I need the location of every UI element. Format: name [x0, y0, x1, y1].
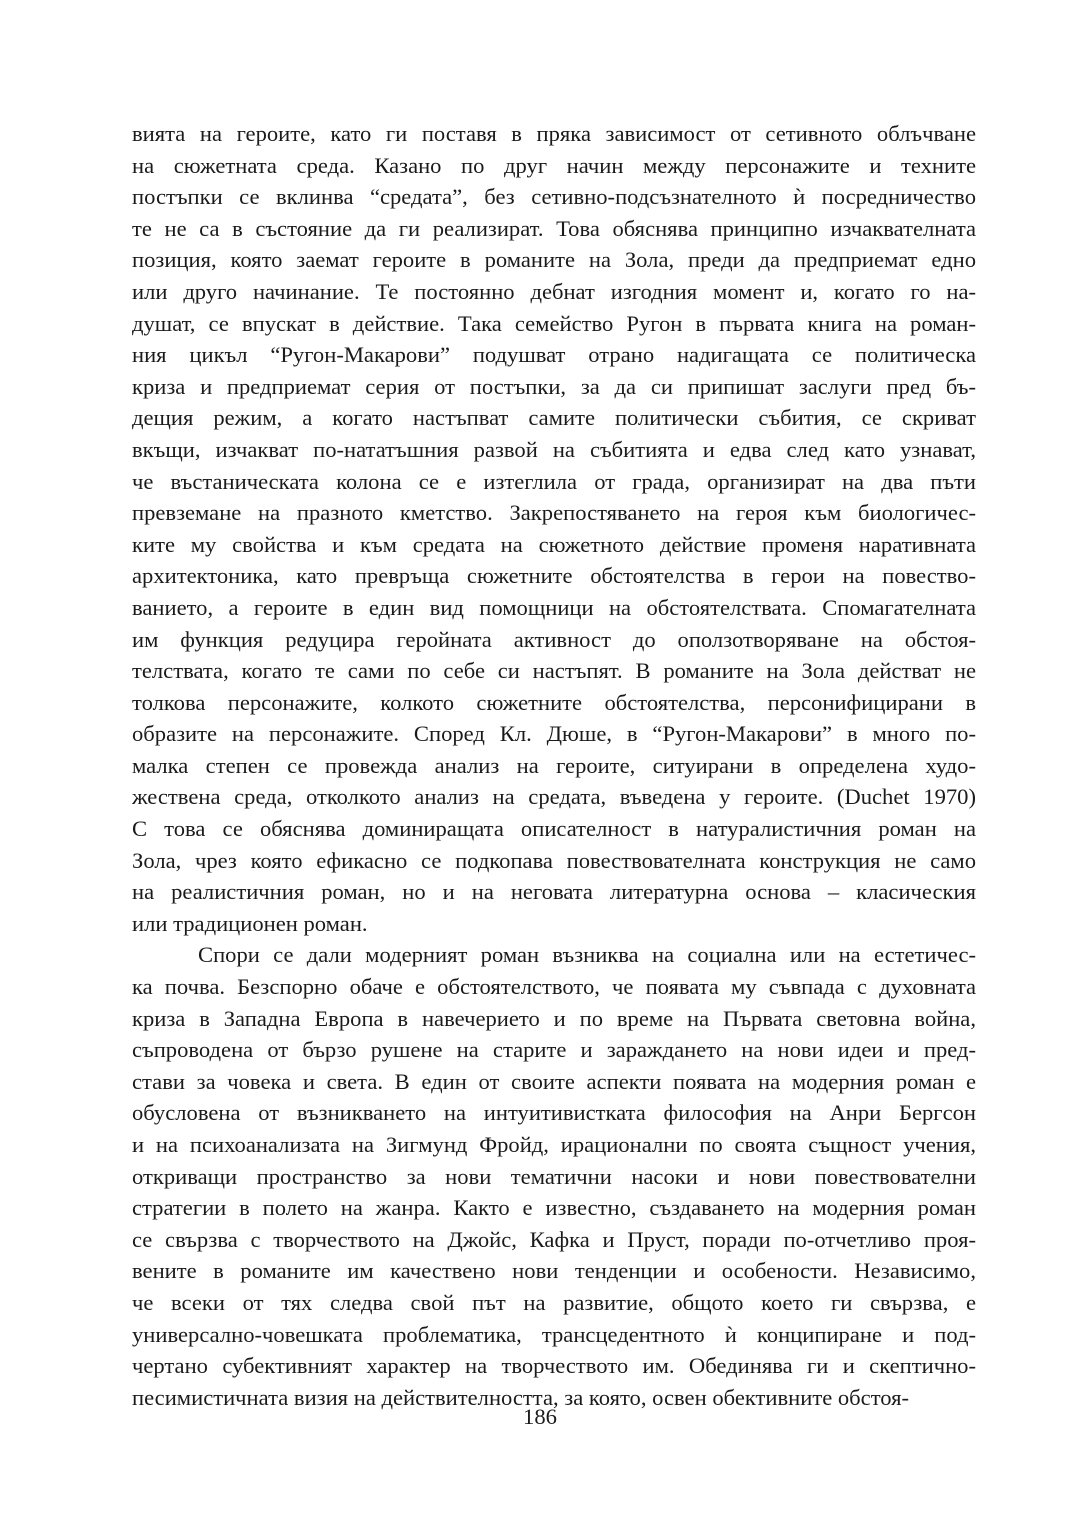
text-line: дещия режим, а когато настъпват самите политически събития, се скриват — [132, 405, 976, 431]
text-line: постъпки се вклинва “средата”, без сетивно-подсъзнателното ѝ посредничество — [132, 184, 976, 210]
text-line: Спори се дали модерният роман възниква на социална или на естетичес- — [198, 942, 976, 968]
text-line: криза в Западна Европа в навечерието и по време на Първата световна война, — [132, 1005, 976, 1031]
text-line: позиция, която заемат героите в романите на Зола, преди да предприемат едно — [132, 247, 976, 273]
text-line: малка степен се провежда анализ на героите, ситуирани в определена худо- — [132, 752, 976, 778]
text-line: ванието, а героите в един вид помощници на обстоятелствата. Спомагателната — [132, 594, 976, 620]
text-line: толкова персонажите, колкото сюжетните обстоятелства, персонифицирани в — [132, 689, 976, 715]
text-line: стави за човека и света. В един от своите аспекти появата на модерния роман е — [132, 1068, 976, 1094]
text-line: превземане на празното кметство. Закрепостяването на героя към биологичес- — [132, 500, 976, 526]
text-line: се свързва с творчеството на Джойс, Кафка и Пруст, поради по-отчетливо проя- — [132, 1226, 976, 1252]
text-line: душат, се впускат в действие. Така семейство Ругон в първата книга на роман- — [132, 310, 976, 336]
text-line: ка почва. Безспорно обаче е обстоятелството, че появата му съвпада с духовната — [132, 974, 976, 1000]
paragraph — [132, 939, 976, 1413]
text-line: ките му свойства и към средата на сюжетното действие променя наративната — [132, 531, 976, 557]
text-line: Зола, чрез която ефикасно се подкопава повествователната конструкция не само — [132, 847, 976, 873]
text-line: С това се обяснява доминиращата описателност в натуралистичния роман на — [132, 816, 976, 842]
text-line: на реалистичния роман, но и на неговата литературна основа – класическия — [132, 879, 976, 905]
body-text — [132, 118, 976, 1413]
text-line: архитектоника, като превръща сюжетните обстоятелства в герои на повество- — [132, 563, 976, 589]
text-line: и на психоанализата на Зигмунд Фройд, ирационални по своята същност учения, — [132, 1132, 976, 1157]
text-line: вкъщи, изчакват по-нататъшния развой на събитията и едва след като узнават, — [132, 436, 976, 462]
paragraph — [132, 118, 976, 939]
text-line: обусловена от възникването на интуитивистката философия на Анри Бергсон — [132, 1100, 976, 1126]
text-line: криза и предприемат серия от постъпки, за да си припишат заслуги пред бъ- — [132, 373, 976, 399]
text-line: че всеки от тях следва свой път на развитие, общото което ги свързва, е — [132, 1289, 976, 1315]
page-number: 186 — [523, 1404, 557, 1429]
text-line: откриващи пространство за нови тематични насоки и нови повествователни — [132, 1163, 976, 1189]
text-line: на сюжетната среда. Казано по друг начин между персонажите и техните — [132, 152, 976, 178]
text-line: съпроводена от бързо рушене на старите и зараждането на нови идеи и пред- — [132, 1037, 976, 1063]
text-line: ния цикъл “Ругон-Макарови” подушват отрано надигащата се политическа — [132, 342, 976, 368]
text-line: стратегии в полето на жанра. Както е известно, създаването на модерния роман — [132, 1195, 976, 1221]
text-line: песимистичната визия на действителността, за която, освен обективните обстоя- — [132, 1384, 910, 1410]
text-line: чертано субективният характер на творчеството им. Обединява ги и скептично- — [132, 1353, 976, 1379]
text-line: че въстаническата колона се е изтеглила от града, организират на два пъти — [132, 468, 976, 494]
text-line: вията на героите, като ги поставя в пряка зависимост от сетивното облъчване — [132, 121, 976, 146]
text-line: образите на персонажите. Според Кл. Дюше, в “Ругон-Макарови” в много по- — [132, 721, 976, 747]
text-line: универсално-човешката проблематика, трансцедентното ѝ конципиране и под- — [132, 1321, 976, 1347]
text-line: или друго начинание. Те постоянно дебнат изгодния момент и, когато го на- — [132, 278, 976, 304]
text-line: телствата, когато те сами по себе си настъпят. В романите на Зола действат не — [132, 658, 976, 684]
text-line: им функция редуцира геройната активност до оползотворяване на обстоя- — [132, 626, 976, 652]
text-line: или традиционен роман. — [132, 910, 368, 936]
text-line: те не са в състояние да ги реализират. Това обяснява принципно изчаквателната — [132, 215, 976, 241]
text-line: жествена среда, отколкото анализ на средата, въведена у героите. (Duchet 1970) — [132, 784, 976, 810]
text-line: вените в романите им качествено нови тенденции и особености. Независимо, — [132, 1258, 976, 1284]
